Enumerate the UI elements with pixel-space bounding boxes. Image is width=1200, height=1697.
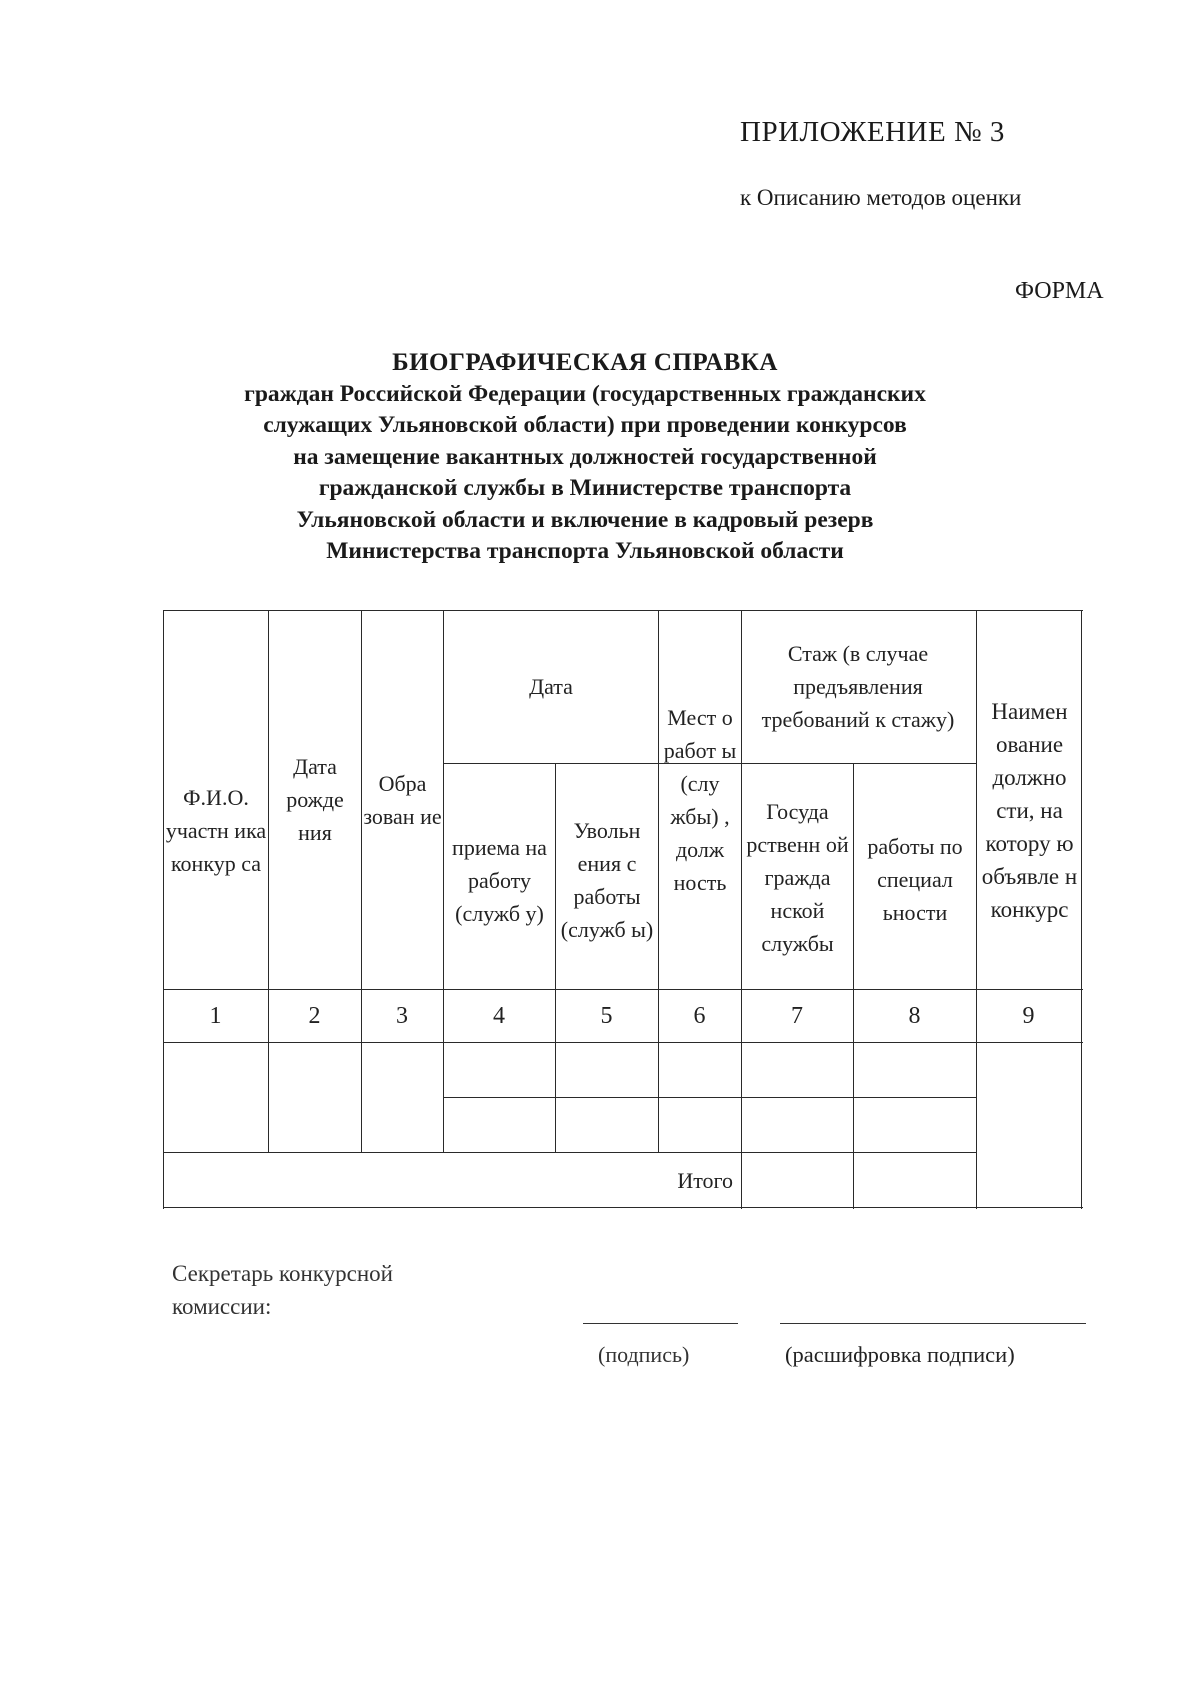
table-border-bottom — [163, 1207, 1083, 1208]
table-border-right — [1081, 610, 1082, 1209]
header-hire-date: приема на работу (служб у) — [452, 834, 547, 926]
signature-label: (подпись) — [598, 1342, 690, 1367]
title-line: Ульяновской области и включение в кадровый резерв — [296, 506, 874, 533]
secretary-line: Секретарь конкурсной — [172, 1261, 393, 1286]
header-specialty-work: работы по специал ьности — [867, 833, 963, 925]
table-line — [443, 1097, 976, 1098]
header-birth-date: Дата рожде ния — [286, 754, 344, 845]
header-workplace: Мест о работ ы (слу жбы) , долж ность — [663, 705, 737, 895]
header-position-name: Наимен ование должно сти, на котору ю объявле н конкурс — [981, 698, 1078, 922]
column-number: 4 — [493, 1002, 505, 1029]
title-line: гражданской службы в Министерстве транспорта — [318, 475, 852, 501]
title-line: Министерства транспорта Ульяновской области — [326, 538, 844, 564]
title-line: граждан Российской Федерации (государственных гражданских — [244, 380, 926, 407]
header-civil-service: Госуда рственн ой гражда нской службы — [746, 798, 849, 956]
appendix-number: ПРИЛОЖЕНИЕ № 3 — [740, 116, 1005, 148]
title-line: служащих Ульяновской области) при проведении конкурсов — [263, 412, 907, 438]
signature-decode-line — [780, 1323, 1086, 1324]
column-number: 2 — [308, 1002, 321, 1029]
document-title — [150, 347, 1020, 568]
column-number: 6 — [693, 1002, 706, 1029]
column-number: 7 — [791, 1002, 803, 1029]
column-number: 5 — [600, 1002, 613, 1029]
column-number: 3 — [396, 1002, 408, 1029]
table-line — [741, 763, 976, 764]
total-label: Итого — [677, 1167, 733, 1193]
title-main: БИОГРАФИЧЕСКАЯ СПРАВКА — [392, 349, 778, 376]
header-stazh-group: Стаж (в случае предъявления требований к стажу) — [761, 641, 955, 732]
biography-table — [163, 610, 1083, 1209]
header-dismissal-date: Увольн ения с работы (служб ы) — [560, 818, 654, 942]
secretary-line: комиссии: — [172, 1294, 272, 1319]
appendix-subtitle: к Описанию методов оценки — [740, 185, 1022, 210]
header-date-group: Дата — [529, 674, 573, 699]
signature-line — [583, 1323, 738, 1324]
column-number: 1 — [209, 1002, 222, 1029]
title-line: на замещение вакантных должностей государственной — [293, 443, 877, 470]
form-label: ФОРМА — [1015, 278, 1104, 304]
table-line — [163, 1042, 1083, 1043]
signature-decode-label: (расшифровка подписи) — [785, 1342, 1015, 1367]
column-number: 8 — [908, 1002, 921, 1029]
secretary-label — [172, 1257, 393, 1323]
column-number: 9 — [1022, 1002, 1035, 1029]
header-education: Обра зован ие — [363, 770, 442, 829]
header-fio: Ф.И.О. участн ика конкур са — [165, 784, 267, 876]
